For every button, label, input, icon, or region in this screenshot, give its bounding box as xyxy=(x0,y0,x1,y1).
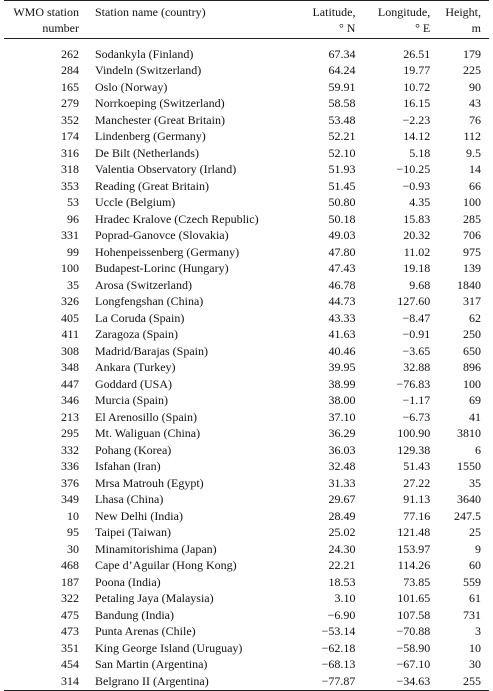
cell-wmo-number: 165 xyxy=(61,79,79,94)
cell-wmo-number: 468 xyxy=(61,558,79,572)
cell-height: 1550 xyxy=(457,459,481,473)
cell-height: 69 xyxy=(469,393,481,407)
cell-wmo-number: 475 xyxy=(61,607,79,622)
cell-latitude: 67.34 xyxy=(328,46,356,61)
cell-wmo-number: 213 xyxy=(61,409,79,424)
cell-height: 3640 xyxy=(457,492,481,506)
cell-station-name: Manchester (Great Britain) xyxy=(95,112,225,127)
cell-latitude: 52.21 xyxy=(328,129,356,143)
cell-height: 61 xyxy=(469,591,481,605)
cell-wmo-number: 10 xyxy=(67,508,79,523)
table-row xyxy=(4,112,489,129)
table-row xyxy=(4,640,489,657)
cell-wmo-number: 314 xyxy=(61,673,79,688)
cell-latitude: −62.18 xyxy=(321,640,356,655)
table-row xyxy=(4,376,489,393)
cell-station-name: Norrkoeping (Switzerland) xyxy=(95,96,225,110)
cell-station-name: Lhasa (China) xyxy=(95,492,164,506)
cell-longitude: 73.85 xyxy=(403,574,431,589)
cell-wmo-number: 447 xyxy=(61,376,79,391)
cell-height: 10 xyxy=(469,640,481,655)
table-row xyxy=(4,39,489,63)
cell-wmo-number: 405 xyxy=(61,310,79,325)
cell-station-name: De Bilt (Netherlands) xyxy=(95,145,199,160)
cell-wmo-number: 284 xyxy=(61,63,79,77)
table-row xyxy=(4,657,489,674)
cell-height: 30 xyxy=(469,657,481,671)
cell-height: 14 xyxy=(469,162,481,176)
header-lat-line1: Latitude, xyxy=(312,5,356,19)
cell-height: 60 xyxy=(469,558,481,572)
cell-latitude: 49.03 xyxy=(328,228,356,242)
cell-wmo-number: 336 xyxy=(61,459,79,473)
table-row xyxy=(4,607,489,624)
cell-latitude: 64.24 xyxy=(328,63,356,77)
cell-latitude: 36.03 xyxy=(328,442,356,457)
cell-longitude: 15.83 xyxy=(403,211,431,226)
cell-wmo-number: 411 xyxy=(61,327,79,341)
cell-wmo-number: 326 xyxy=(61,294,79,308)
cell-station-name: Minamitorishima (Japan) xyxy=(95,541,217,556)
cell-longitude: −34.63 xyxy=(396,673,431,688)
header-wmo-number xyxy=(4,0,87,39)
cell-latitude: 47.80 xyxy=(328,244,356,259)
cell-longitude: 77.16 xyxy=(403,508,431,523)
table-row xyxy=(4,310,489,327)
table-row xyxy=(4,162,489,179)
cell-station-name: Zaragoza (Spain) xyxy=(95,327,178,341)
cell-wmo-number: 349 xyxy=(61,492,79,506)
table-row xyxy=(4,360,489,377)
table-row xyxy=(4,591,489,608)
cell-wmo-number: 352 xyxy=(61,112,79,127)
cell-station-name: Vindeln (Switzerland) xyxy=(95,63,202,77)
cell-height: 90 xyxy=(469,79,481,94)
cell-latitude: 51.93 xyxy=(328,162,356,176)
cell-station-name: Poona (India) xyxy=(95,574,161,589)
cell-height: 6 xyxy=(475,442,481,457)
table-row xyxy=(4,129,489,146)
cell-height: 66 xyxy=(469,178,481,193)
cell-latitude: 25.02 xyxy=(328,525,356,539)
cell-station-name: Hohenpeissenberg (Germany) xyxy=(95,244,240,259)
cell-station-name: Murcia (Spain) xyxy=(95,393,168,407)
cell-wmo-number: 346 xyxy=(61,393,79,407)
cell-latitude: 53.48 xyxy=(328,112,356,127)
cell-height: 250 xyxy=(463,327,481,341)
cell-station-name: Petaling Jaya (Malaysia) xyxy=(95,591,214,605)
cell-height: 255 xyxy=(463,673,481,688)
table-row xyxy=(4,459,489,476)
cell-longitude: 153.97 xyxy=(397,541,431,556)
cell-longitude: 4.35 xyxy=(409,195,431,209)
cell-wmo-number: 187 xyxy=(61,574,79,589)
cell-height: 35 xyxy=(469,475,481,490)
cell-longitude: 32.88 xyxy=(403,360,431,374)
cell-longitude: −0.93 xyxy=(402,178,431,193)
cell-longitude: −67.10 xyxy=(396,657,431,671)
cell-station-name: Uccle (Belgium) xyxy=(95,195,176,209)
cell-longitude: 14.12 xyxy=(403,129,431,143)
cell-wmo-number: 262 xyxy=(61,46,79,61)
cell-wmo-number: 30 xyxy=(67,541,79,556)
cell-height: 41 xyxy=(469,409,481,424)
cell-longitude: 10.72 xyxy=(403,79,431,94)
cell-latitude: 59.91 xyxy=(328,79,356,94)
cell-station-name: San Martin (Argentina) xyxy=(95,657,208,671)
header-lon-line1: Longitude, xyxy=(377,5,431,19)
cell-latitude: 22.21 xyxy=(328,558,356,572)
cell-wmo-number: 376 xyxy=(61,475,79,490)
cell-latitude: −6.90 xyxy=(327,607,356,622)
cell-longitude: −0.91 xyxy=(402,327,431,341)
cell-station-name: Arosa (Switzerland) xyxy=(95,277,192,292)
cell-latitude: 47.43 xyxy=(328,261,356,275)
cell-latitude: 50.18 xyxy=(328,211,356,226)
cell-latitude: 36.29 xyxy=(328,426,356,440)
table-row xyxy=(4,541,489,558)
cell-station-name: Taipei (Taiwan) xyxy=(95,525,171,539)
table-row xyxy=(4,63,489,80)
cell-station-name: Madrid/Barajas (Spain) xyxy=(95,343,208,358)
cell-latitude: 50.80 xyxy=(328,195,356,209)
cell-station-name: Mrsa Matrouh (Egypt) xyxy=(95,475,204,490)
cell-longitude: −1.17 xyxy=(402,393,431,407)
header-name-text: Station name (country) xyxy=(95,5,206,19)
cell-height: 139 xyxy=(463,261,481,275)
cell-wmo-number: 454 xyxy=(61,657,79,671)
cell-longitude: 91.13 xyxy=(403,492,431,506)
cell-height: 650 xyxy=(463,343,481,358)
cell-longitude: 20.32 xyxy=(403,228,431,242)
cell-longitude: −58.90 xyxy=(396,640,431,655)
cell-wmo-number: 100 xyxy=(61,261,79,275)
cell-longitude: −3.65 xyxy=(402,343,431,358)
table-row xyxy=(4,277,489,294)
cell-latitude: 58.58 xyxy=(328,96,356,110)
cell-station-name: Goddard (USA) xyxy=(95,376,172,391)
table-header xyxy=(4,0,489,39)
cell-longitude: 121.48 xyxy=(397,525,431,539)
cell-height: 25 xyxy=(469,525,481,539)
cell-station-name: Belgrano II (Argentina) xyxy=(95,673,209,688)
table-row xyxy=(4,426,489,443)
table-row xyxy=(4,145,489,162)
cell-latitude: 38.99 xyxy=(328,376,356,391)
cell-latitude: 51.45 xyxy=(328,178,356,193)
cell-wmo-number: 96 xyxy=(67,211,79,226)
cell-wmo-number: 95 xyxy=(67,525,79,539)
header-height-line1: Height, xyxy=(445,5,481,19)
cell-wmo-number: 99 xyxy=(67,244,79,259)
cell-wmo-number: 318 xyxy=(61,162,79,176)
table-row xyxy=(4,195,489,212)
table-row xyxy=(4,492,489,509)
cell-longitude: 19.18 xyxy=(403,261,431,275)
cell-latitude: 24.30 xyxy=(328,541,356,556)
cell-height: 62 xyxy=(469,310,481,325)
table-row xyxy=(4,79,489,96)
station-table xyxy=(4,0,489,690)
cell-wmo-number: 279 xyxy=(61,96,79,110)
cell-longitude: −70.88 xyxy=(396,624,431,638)
cell-height: 731 xyxy=(463,607,481,622)
cell-station-name: Cape d’Aguilar (Hong Kong) xyxy=(95,558,237,572)
cell-height: 179 xyxy=(463,46,481,61)
cell-station-name: Reading (Great Britain) xyxy=(95,178,209,193)
cell-longitude: 51.43 xyxy=(403,459,431,473)
cell-longitude: 5.18 xyxy=(409,145,431,160)
cell-latitude: 29.67 xyxy=(328,492,356,506)
cell-longitude: 129.38 xyxy=(397,442,431,457)
cell-wmo-number: 332 xyxy=(61,442,79,457)
table-row xyxy=(4,178,489,195)
table-row xyxy=(4,409,489,426)
cell-longitude: 26.51 xyxy=(403,46,431,61)
cell-latitude: 31.33 xyxy=(328,475,356,490)
table-row xyxy=(4,558,489,575)
cell-longitude: 114.26 xyxy=(397,558,431,572)
table-row xyxy=(4,508,489,525)
table-row xyxy=(4,327,489,344)
table-row xyxy=(4,211,489,228)
cell-latitude: 43.33 xyxy=(328,310,356,325)
table-row xyxy=(4,294,489,311)
cell-longitude: 19.77 xyxy=(403,63,431,77)
cell-longitude: 27.22 xyxy=(403,475,431,490)
cell-latitude: 44.73 xyxy=(328,294,356,308)
cell-height: 9.5 xyxy=(466,145,481,160)
cell-latitude: −53.14 xyxy=(321,624,356,638)
table-row xyxy=(4,343,489,360)
cell-latitude: −77.87 xyxy=(321,673,356,688)
cell-height: 317 xyxy=(463,294,481,308)
cell-height: 559 xyxy=(463,574,481,589)
cell-wmo-number: 322 xyxy=(61,591,79,605)
cell-wmo-number: 348 xyxy=(61,360,79,374)
cell-height: 100 xyxy=(463,195,481,209)
cell-height: 43 xyxy=(469,96,481,110)
cell-longitude: 11.02 xyxy=(403,244,431,259)
cell-longitude: 9.68 xyxy=(409,277,431,292)
cell-latitude: 41.63 xyxy=(328,327,356,341)
cell-height: 100 xyxy=(463,376,481,391)
cell-station-name: Hradec Kralove (Czech Republic) xyxy=(95,211,259,226)
header-wmo-line1: WMO station xyxy=(13,5,79,19)
cell-wmo-number: 316 xyxy=(61,145,79,160)
cell-height: 3 xyxy=(475,624,481,638)
cell-latitude: 38.00 xyxy=(328,393,356,407)
cell-station-name: Bandung (India) xyxy=(95,607,174,622)
cell-wmo-number: 473 xyxy=(61,624,79,638)
cell-wmo-number: 53 xyxy=(67,195,79,209)
cell-station-name: New Delhi (India) xyxy=(95,508,183,523)
cell-station-name: Pohang (Korea) xyxy=(95,442,172,457)
table-row xyxy=(4,525,489,542)
cell-height: 975 xyxy=(463,244,481,259)
header-row xyxy=(4,0,489,39)
header-lon-line2: ° E xyxy=(415,21,431,35)
cell-height: 225 xyxy=(463,63,481,77)
table-row xyxy=(4,574,489,591)
table-body xyxy=(4,39,489,690)
table-row xyxy=(4,624,489,641)
cell-wmo-number: 174 xyxy=(61,129,79,143)
cell-wmo-number: 353 xyxy=(61,178,79,193)
cell-station-name: Ankara (Turkey) xyxy=(95,360,176,374)
header-height-line2: m xyxy=(471,21,481,35)
cell-wmo-number: 295 xyxy=(61,426,79,440)
header-station-name xyxy=(87,0,289,39)
cell-height: 9 xyxy=(475,541,481,556)
table-row xyxy=(4,475,489,492)
cell-height: 76 xyxy=(469,112,481,127)
cell-height: 706 xyxy=(463,228,481,242)
cell-station-name: La Coruda (Spain) xyxy=(95,310,185,325)
header-latitude xyxy=(289,0,357,39)
cell-latitude: 46.78 xyxy=(328,277,356,292)
cell-latitude: −68.13 xyxy=(321,657,356,671)
cell-station-name: Valentia Observatory (Irland) xyxy=(95,162,237,176)
cell-latitude: 3.10 xyxy=(334,591,356,605)
cell-wmo-number: 308 xyxy=(61,343,79,358)
cell-latitude: 28.49 xyxy=(328,508,356,523)
cell-height: 3810 xyxy=(457,426,481,440)
table-row xyxy=(4,393,489,410)
header-longitude xyxy=(356,0,432,39)
cell-station-name: Lindenberg (Germany) xyxy=(95,129,206,143)
cell-station-name: Oslo (Norway) xyxy=(95,79,168,94)
cell-longitude: −8.47 xyxy=(402,310,431,325)
cell-height: 896 xyxy=(463,360,481,374)
cell-latitude: 18.53 xyxy=(328,574,356,589)
cell-longitude: 107.58 xyxy=(397,607,431,622)
cell-height: 247.5 xyxy=(454,508,481,523)
cell-station-name: Budapest-Lorinc (Hungary) xyxy=(95,261,229,275)
table-row xyxy=(4,244,489,261)
header-wmo-line2: number xyxy=(42,21,79,35)
cell-longitude: 101.65 xyxy=(397,591,431,605)
cell-longitude: −6.73 xyxy=(402,409,431,424)
cell-station-name: Poprad-Ganovce (Slovakia) xyxy=(95,228,229,242)
cell-latitude: 40.46 xyxy=(328,343,356,358)
cell-latitude: 37.10 xyxy=(328,409,356,424)
cell-wmo-number: 331 xyxy=(61,228,79,242)
cell-longitude: −76.83 xyxy=(396,376,431,391)
cell-station-name: Mt. Waliguan (China) xyxy=(95,426,201,440)
cell-station-name: King George Island (Uruguay) xyxy=(95,640,243,655)
cell-latitude: 39.95 xyxy=(328,360,356,374)
cell-height: 285 xyxy=(463,211,481,226)
cell-latitude: 52.10 xyxy=(328,145,356,160)
cell-station-name: Punta Arenas (Chile) xyxy=(95,624,196,638)
cell-longitude: 16.15 xyxy=(403,96,431,110)
cell-height: 112 xyxy=(463,129,481,143)
header-height xyxy=(432,0,489,39)
cell-longitude: −2.23 xyxy=(402,112,431,127)
cell-station-name: Isfahan (Iran) xyxy=(95,459,161,473)
cell-latitude: 32.48 xyxy=(328,459,356,473)
cell-wmo-number: 35 xyxy=(67,277,79,292)
table-row xyxy=(4,228,489,245)
header-lat-line2: ° N xyxy=(338,21,356,35)
table-row xyxy=(4,261,489,278)
cell-longitude: 127.60 xyxy=(397,294,431,308)
cell-station-name: El Arenosillo (Spain) xyxy=(95,409,197,424)
cell-longitude: −10.25 xyxy=(396,162,431,176)
cell-wmo-number: 351 xyxy=(61,640,79,655)
table-row xyxy=(4,96,489,113)
cell-station-name: Longfengshan (China) xyxy=(95,294,204,308)
cell-station-name: Sodankyla (Finland) xyxy=(95,46,194,61)
table-row xyxy=(4,442,489,459)
cell-longitude: 100.90 xyxy=(397,426,431,440)
cell-height: 1840 xyxy=(457,277,481,292)
table-row xyxy=(4,673,489,690)
